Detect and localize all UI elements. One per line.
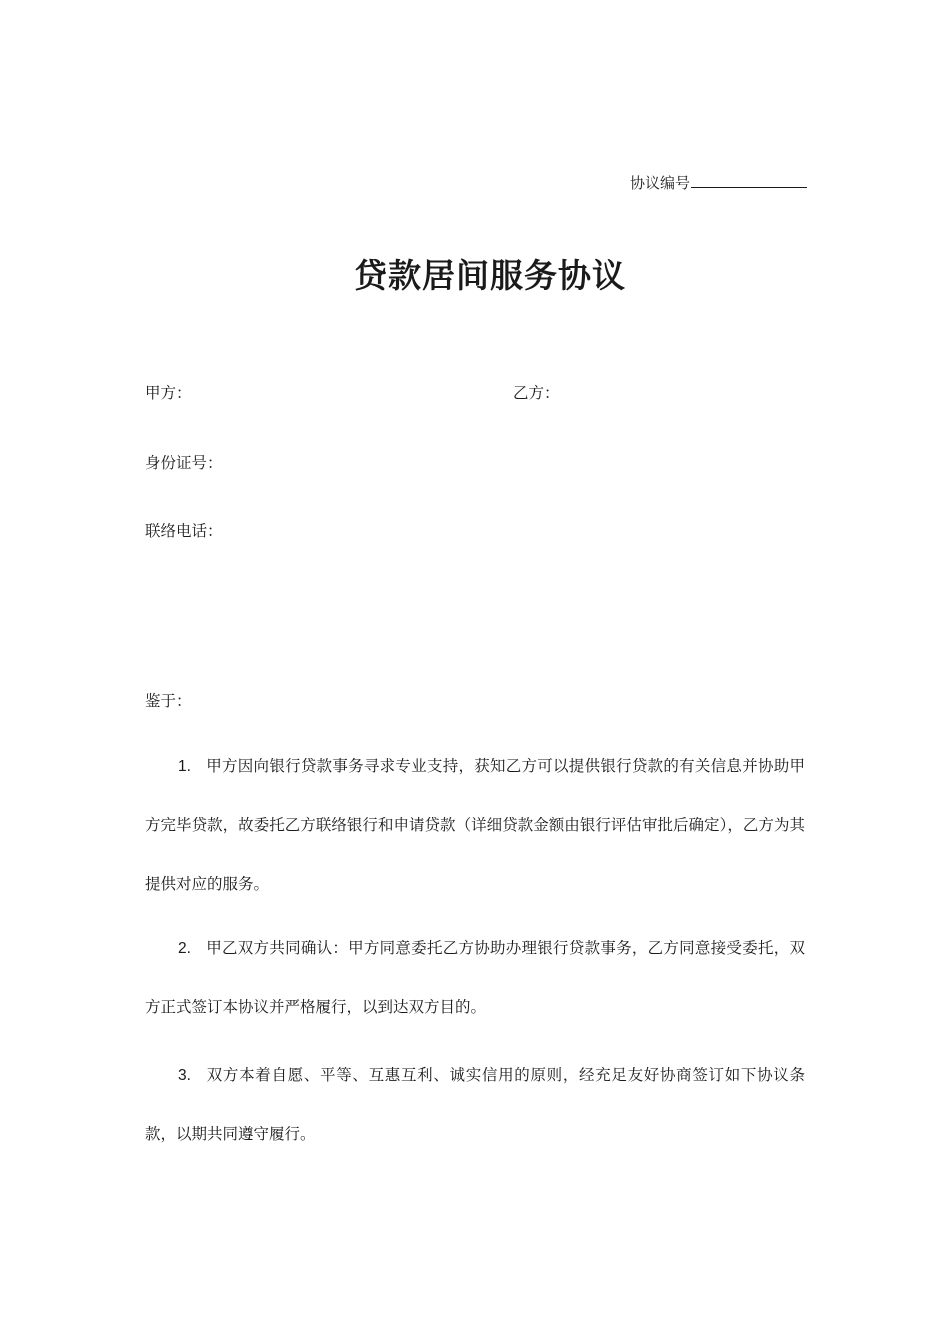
recital-text: 双方本着自愿、平等、互惠互利、诚实信用的原则，经充足友好协商签订如下协议条款，以期共同遵守履行。 <box>145 1066 805 1143</box>
recital-number: 2. <box>178 940 191 957</box>
party-b-label: 乙方： <box>513 384 560 402</box>
id-number-label: 身份证号： <box>145 454 223 472</box>
agreement-number-label: 协议编号 <box>629 174 690 192</box>
recital-item <box>145 1046 805 1164</box>
document-title: 贷款居间服务协议 <box>354 256 626 295</box>
agreement-number-blank <box>691 173 807 188</box>
recital-item <box>145 737 805 914</box>
agreement-number <box>630 172 807 193</box>
recital-item <box>145 919 805 1037</box>
recital-number: 3. <box>178 1067 191 1084</box>
phone-label: 联络电话： <box>145 522 223 540</box>
recital-number: 1. <box>178 758 191 775</box>
recital-text: 甲乙双方共同确认：甲方同意委托乙方协助办理银行贷款事务，乙方同意接受委托，双方正式签订本协议并严格履行，以到达双方目的。 <box>145 939 805 1016</box>
recitals-heading: 鉴于： <box>145 692 192 710</box>
recital-text: 甲方因向银行贷款事务寻求专业支持，获知乙方可以提供银行贷款的有关信息并协助甲方完毕贷款，故委托乙方联络银行和申请贷款（详细贷款金额由银行评估审批后确定），乙方为其提供对应的服务。 <box>145 757 805 893</box>
party-a-label: 甲方： <box>145 384 192 402</box>
